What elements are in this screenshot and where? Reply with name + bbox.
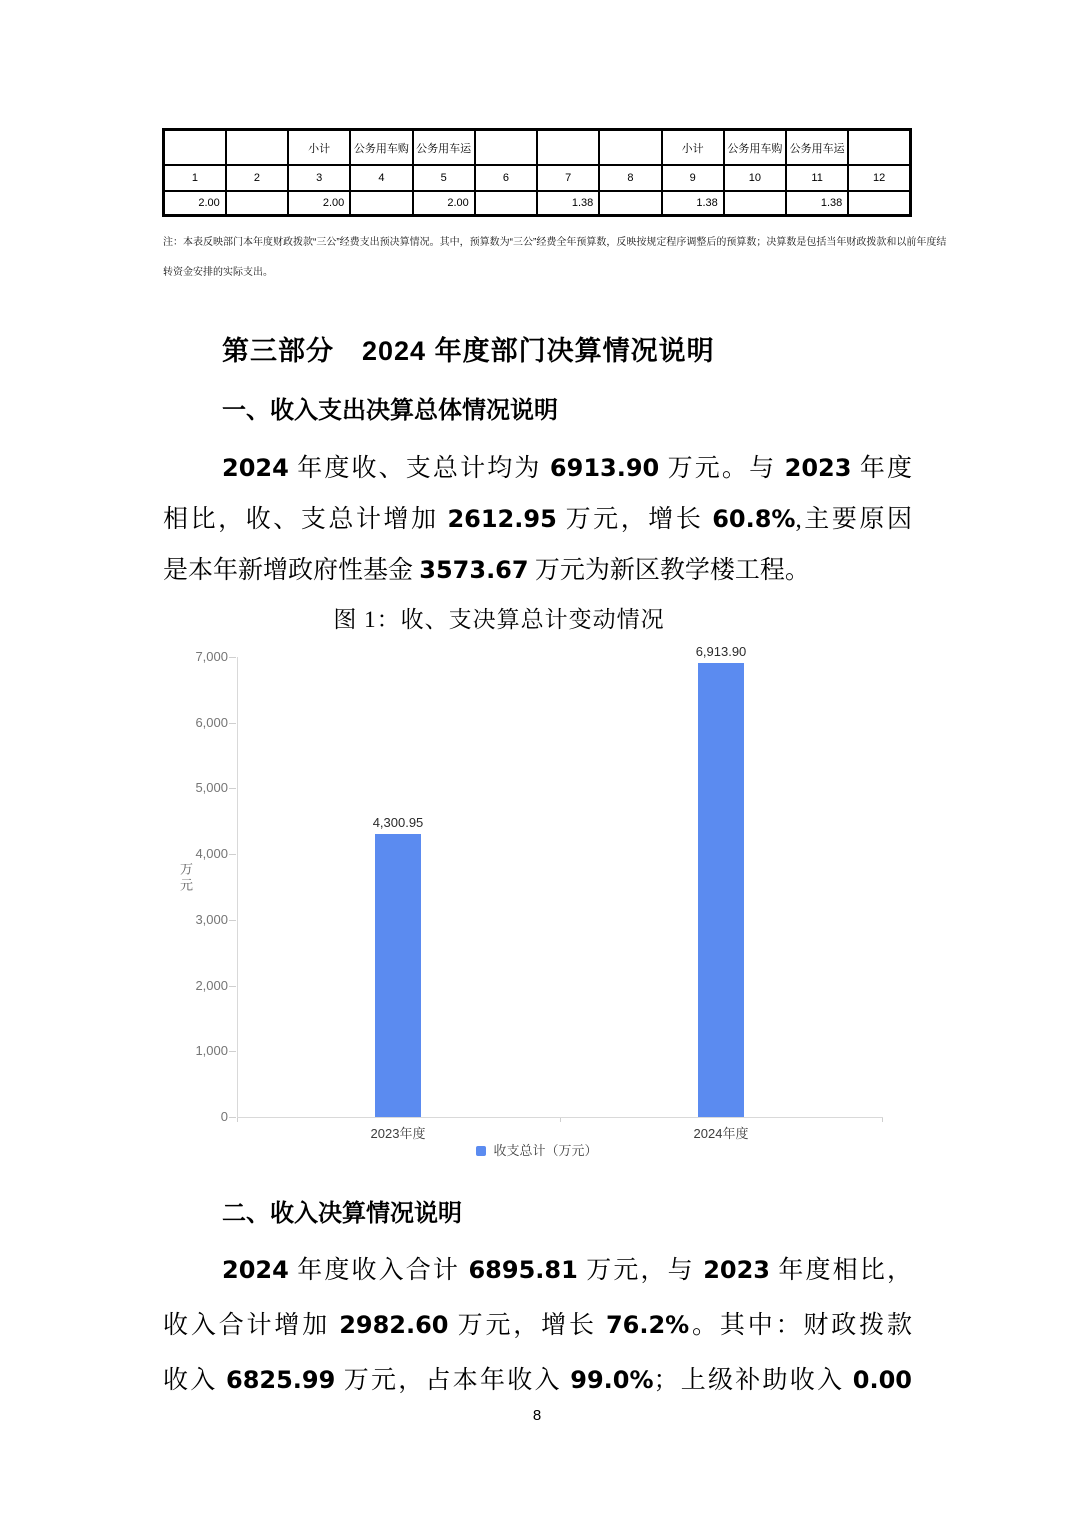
x-axis-tick-mark [237,1118,238,1122]
table-body [164,130,911,216]
y-axis-line [237,657,238,1118]
paragraph-line: 2024 年度收、支总计均为 6913.90 万元。与 2023 年度 [222,454,912,482]
chart-legend [0,1140,1074,1159]
table-cell [226,191,288,216]
chart-bar [375,834,421,1117]
table-cell: 12 [848,165,910,191]
table-cell: 2.00 [413,191,475,216]
y-axis-tick-label: 4,000 [195,846,228,861]
paragraph-1 [163,443,912,596]
table-row [164,165,911,191]
y-axis-tick-mark [229,1051,236,1052]
table-cell: 8 [599,165,661,191]
table-cell: 公务用车运 [786,130,848,166]
table-cell: 9 [662,165,724,191]
table-row [164,191,911,216]
x-axis-tick-mark [560,1118,561,1122]
table-note [163,228,947,288]
table-cell: 2 [226,165,288,191]
y-axis-title: 万元 [178,862,193,894]
x-axis-category-label: 2024年度 [693,1126,749,1141]
table-cell: 公务用车购 [724,130,786,166]
table-cell: 公务用车购 [350,130,412,166]
paragraph-line: 相比，收、支总计增加 2612.95 万元，增长 60.8%,主要原因 [163,505,912,533]
table-note-line: 转资金安排的实际支出。 [163,267,273,278]
part-title: 第三部分 2024 年度部门决算情况说明 [222,336,715,366]
table-cell: 2.00 [164,191,226,216]
section1-heading: 一、收入支出决算总体情况说明 [222,397,558,424]
table-cell: 小计 [662,130,724,166]
table-cell [537,130,599,166]
paragraph-line: 是本年新增政府性基金 3573.67 万元为新区教学楼工程。 [163,556,810,584]
paragraph-2 [163,1243,912,1408]
table-cell [599,191,661,216]
bar-value-label: 6,913.90 [695,644,747,659]
table-cell [848,130,910,166]
y-axis-tick-mark [229,657,236,658]
table-cell [475,191,537,216]
three-public-expense-table [162,128,912,217]
legend-marker-icon [476,1146,486,1156]
y-axis-tick-label: 2,000 [195,978,228,993]
table-cell: 公务用车运 [413,130,475,166]
table-cell: 1.38 [537,191,599,216]
section2-heading: 二、收入决算情况说明 [222,1200,462,1227]
table-cell: 1.38 [662,191,724,216]
table-cell [226,130,288,166]
table-cell: 11 [786,165,848,191]
x-axis-category-label: 2023年度 [370,1126,426,1141]
paragraph-line: 收入合计增加 2982.60 万元，增长 76.2%。其中：财政拨款 [163,1311,912,1339]
page-number: 8 [532,1407,542,1424]
y-axis-tick-label: 0 [220,1109,228,1124]
paragraph-line: 收入 6825.99 万元，占本年收入 99.0%；上级补助收入 0.00 [163,1366,912,1394]
table-cell [848,191,910,216]
paragraph-line: 2024 年度收入合计 6895.81 万元，与 2023 年度相比， [222,1256,912,1284]
table-cell: 5 [413,165,475,191]
table-note-line: 注：本表反映部门本年度财政拨款“三公”经费支出预决算情况。其中，预算数为“三公”经费全年预算数，反映按规定程序调整后的预算数；决算数是包括当年财政拨款和以前年度结 [163,237,947,248]
y-axis-tick-label: 7,000 [195,649,228,664]
y-axis-tick-label: 1,000 [195,1043,228,1058]
table-cell: 2.00 [288,191,350,216]
table-cell: 4 [350,165,412,191]
table-cell: 10 [724,165,786,191]
table-cell: 小计 [288,130,350,166]
table-cell [475,130,537,166]
y-axis-tick-mark [229,723,236,724]
table-row [164,130,911,166]
y-axis-tick-label: 3,000 [195,912,228,927]
y-axis-tick-mark [229,986,236,987]
table-cell [724,191,786,216]
chart-bar [698,663,744,1117]
x-axis-tick-mark [882,1118,883,1122]
table-cell: 7 [537,165,599,191]
y-axis-tick-mark [229,788,236,789]
y-axis-tick-mark [229,1117,236,1118]
bar-chart [0,640,1074,1188]
y-axis-tick-mark [229,920,236,921]
legend-label: 收支总计（万元） [493,1143,598,1158]
table-cell [599,130,661,166]
y-axis-tick-label: 6,000 [195,715,228,730]
bar-value-label: 4,300.95 [372,815,424,830]
table-cell [350,191,412,216]
table-cell: 1.38 [786,191,848,216]
y-axis-tick-label: 5,000 [195,780,228,795]
table-cell: 3 [288,165,350,191]
table-cell [164,130,226,166]
table-cell: 6 [475,165,537,191]
y-axis-tick-mark [229,854,236,855]
figure-caption: 图 1：收、支决算总计变动情况 [333,607,665,632]
table-cell: 1 [164,165,226,191]
